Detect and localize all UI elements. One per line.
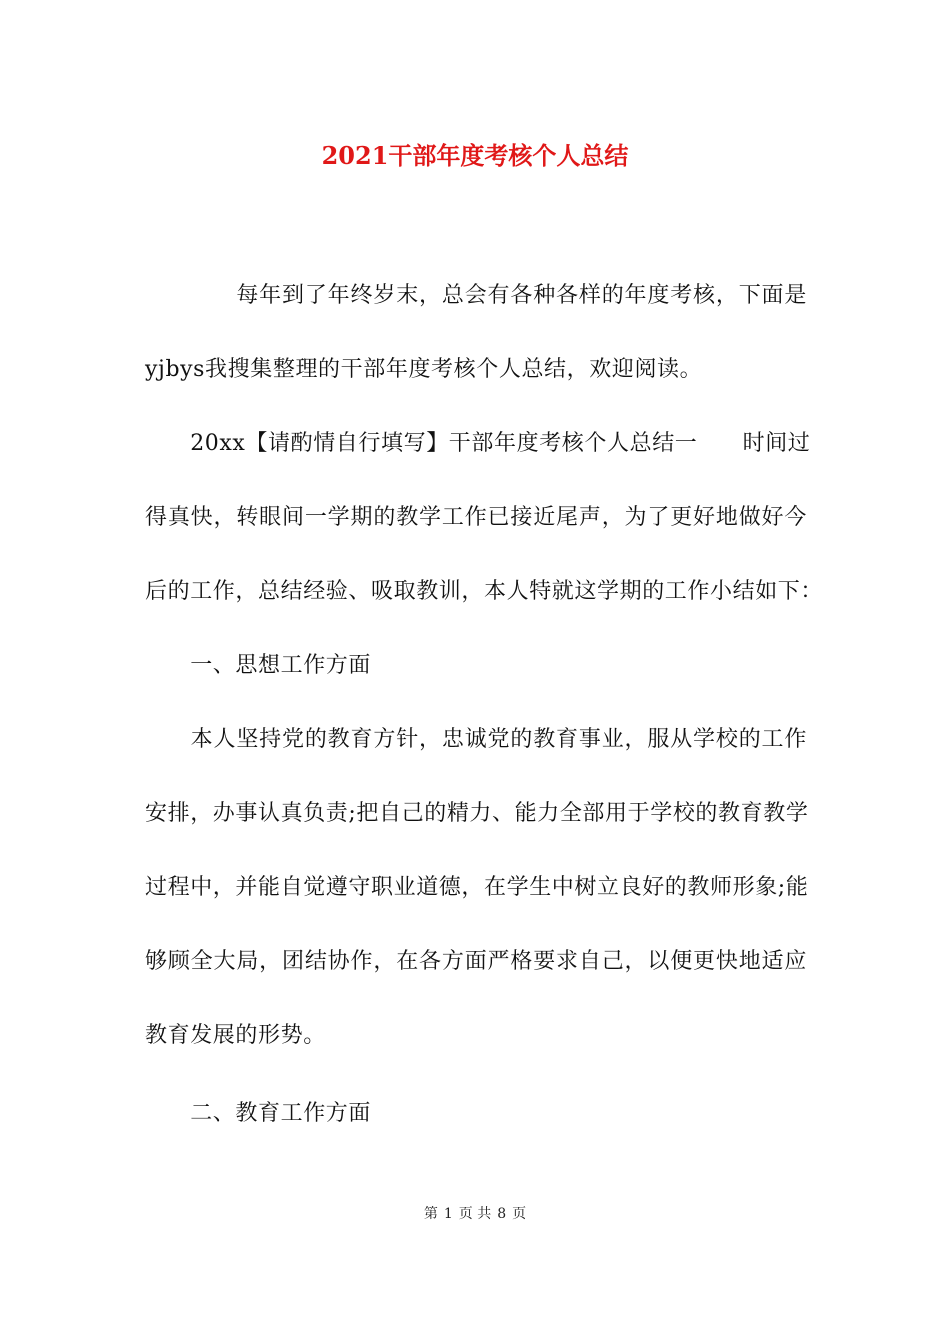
section-heading: 二、教育工作方面 xyxy=(145,1101,372,1126)
footer-suffix: 页 xyxy=(512,1206,527,1222)
paragraph-line: 安排，办事认真负责;把自己的精力、能力全部用于学校的教育教学 xyxy=(145,801,809,826)
document-title: 2021干部年度考核个人总结 xyxy=(321,141,629,170)
footer-prefix: 第 xyxy=(423,1206,438,1222)
paragraph-line: 后的工作，总结经验、吸取教训，本人特就这学期的工作小结如下： xyxy=(145,579,824,604)
page-footer xyxy=(0,1204,950,1224)
paragraph-line: 每年到了年终岁末，总会有各种各样的年度考核，下面是 xyxy=(145,283,807,308)
paragraph-line: 够顾全大局，团结协作，在各方面严格要求自己，以便更快地适应 xyxy=(145,949,807,974)
paragraph-line: yjbys我搜集整理的干部年度考核个人总结，欢迎阅读。 xyxy=(145,357,703,382)
paragraph-line: 教育发展的形势。 xyxy=(145,1023,326,1048)
paragraph-line: 本人坚持党的教育方针，忠诚党的教育事业，服从学校的工作 xyxy=(145,727,807,752)
page-total: 8 xyxy=(497,1206,507,1222)
footer-mid: 页 共 xyxy=(458,1206,492,1222)
paragraph-line: 20xx【请酌情自行填写】干部年度考核个人总结一 时间过 xyxy=(145,431,811,456)
section-heading: 一、思想工作方面 xyxy=(145,653,372,678)
page-number: 1 xyxy=(443,1206,453,1222)
paragraph-line: 得真快，转眼间一学期的教学工作已接近尾声，为了更好地做好今 xyxy=(145,505,807,530)
paragraph-line: 过程中，并能自觉遵守职业道德，在学生中树立良好的教师形象;能 xyxy=(145,875,809,900)
